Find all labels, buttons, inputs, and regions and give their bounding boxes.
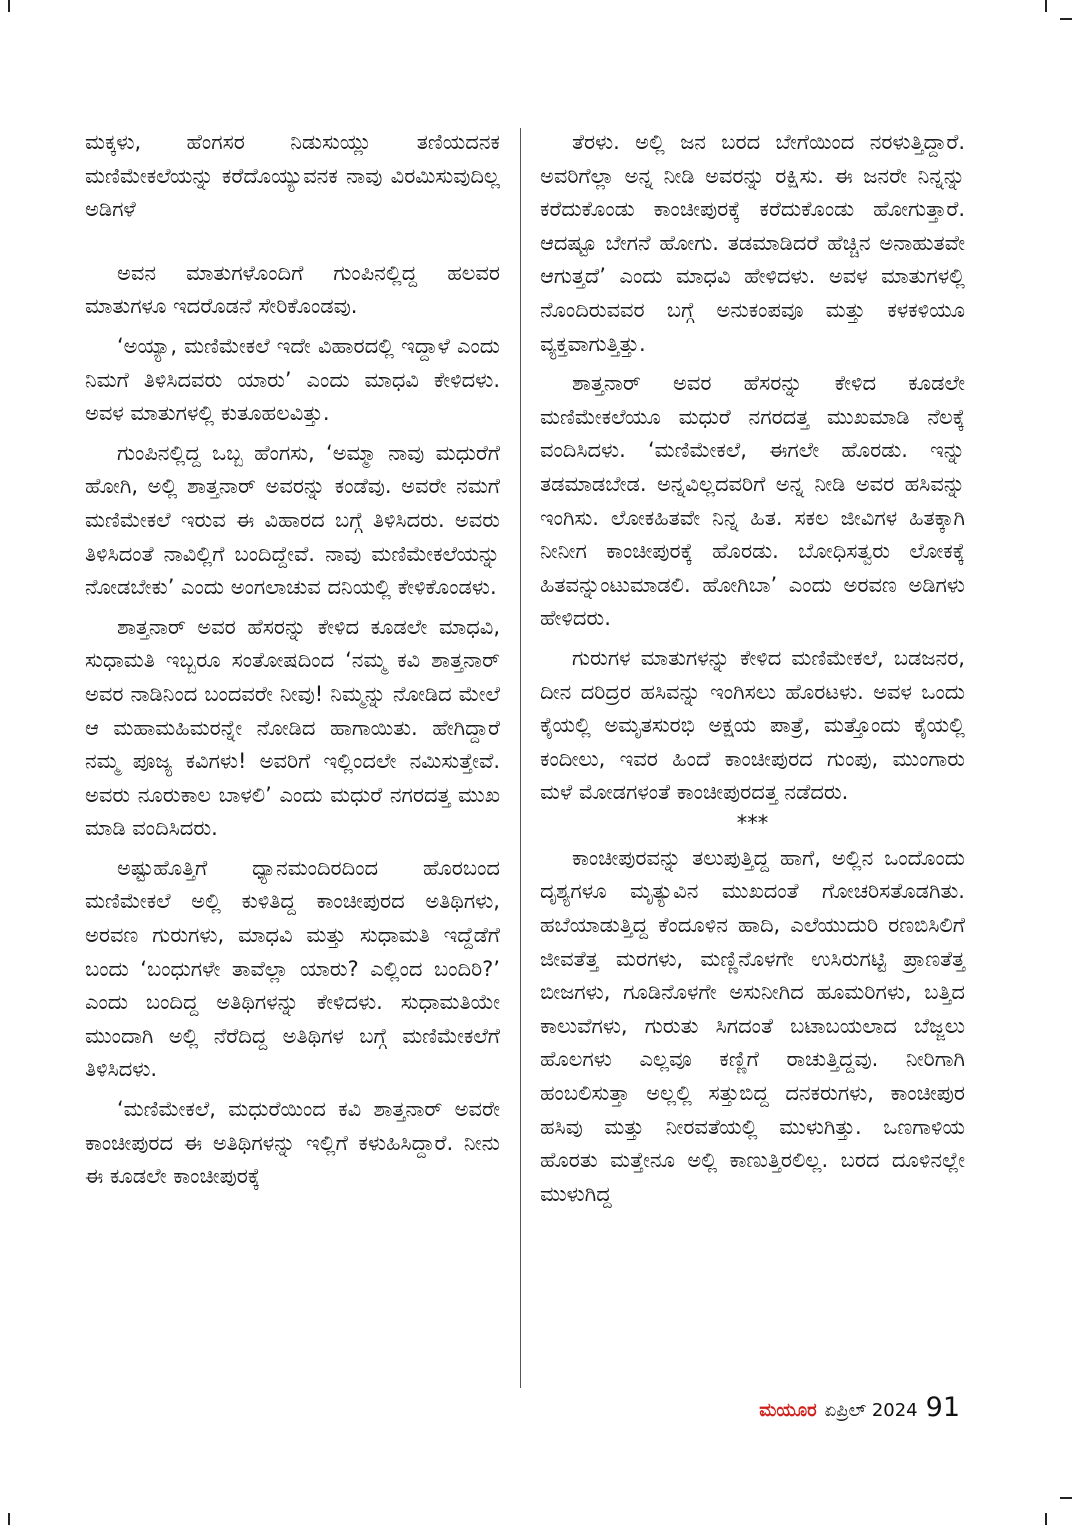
paragraph: ಅಷ್ಟುಹೊತ್ತಿಗೆ ಧ್ಯಾನಮಂದಿರದಿಂದ ಹೊರಬಂದ ಮಣಿಮೇಕಲೆ ಅಲ್ಲಿ ಕುಳಿತಿದ್ದ ಕಾಂಚೀಪುರದ ಅತಿಥಿಗಳು, ಅರವಣ ಗುರುಗಳು, ಮಾಧವಿ ಮತ್ತು ಸುಧಾಮತಿ ಇದ್ದೆಡೆಗೆ ಬಂದು ‘ಬಂಧುಗಳೇ ತಾವೆಲ್ಲಾ ಯಾರು? ಎಲ್ಲಿಂದ ಬಂದಿರಿ?’ ಎಂದು ಬಂದಿದ್ದ ಅತಿಥಿಗಳನ್ನು ಕೇಳಿದಳು. ಸುಧಾಮತಿಯೇ ಮುಂದಾಗಿ ಅಲ್ಲಿ ನೆರೆದಿದ್ದ ಅತಿಥಿಗಳ ಬಗ್ಗೆ ಮಣಿಮೇಕಲೆಗೆ ತಿಳಿಸಿದಳು. — [85, 855, 500, 1082]
crop-mark — [8, 0, 10, 12]
paragraph: ‘ಅಯ್ಯಾ, ಮಣಿಮೇಕಲೆ ಇದೇ ವಿಹಾರದಲ್ಲಿ ಇದ್ದಾಳೆ ಎಂದು ನಿಮಗೆ ತಿಳಿಸಿದವರು ಯಾರು’ ಎಂದು ಮಾಧವಿ ಕೇಳಿದಳು. ಅವಳ ಮಾತುಗಳಲ್ಲಿ ಕುತೂಹಲವಿತ್ತು. — [85, 333, 500, 426]
crop-mark — [1045, 1513, 1047, 1525]
page-footer — [759, 1392, 960, 1423]
crop-mark — [1060, 18, 1072, 20]
paragraph: ‘ಮಣಿಮೇಕಲೆ, ಮಧುರೆಯಿಂದ ಕವಿ ಶಾತ್ತನಾರ್ ಅವರೇ ಕಾಂಚೀಪುರದ ಈ ಅತಿಥಿಗಳನ್ನು ಇಲ್ಲಿಗೆ ಕಳುಹಿಸಿದ್ದಾರೆ. ನೀನು ಈ ಕೂಡಲೇ ಕಾಂಚೀಪುರಕ್ಕೆ — [85, 1097, 500, 1189]
paragraph: ಶಾತ್ತನಾರ್ ಅವರ ಹೆಸರನ್ನು ಕೇಳಿದ ಕೂಡಲೇ ಮಾಧವಿ, ಸುಧಾಮತಿ ಇಬ್ಬರೂ ಸಂತೋಷದಿಂದ ‘ನಮ್ಮ ಕವಿ ಶಾತ್ತನಾರ್ ಅವರ ನಾಡಿನಿಂದ ಬಂದವರೇ ನೀವು! ನಿಮ್ಮನ್ನು ನೋಡಿದ ಮೇಲೆ ಆ ಮಹಾಮಹಿಮರನ್ನೇ ನೋಡಿದ ಹಾಗಾಯಿತು. ಹೇಗಿದ್ದಾರೆ ನಮ್ಮ ಪೂಜ್ಯ ಕವಿಗಳು! ಅವರಿಗೆ ಇಲ್ಲಿಂದಲೇ ನಮಿಸುತ್ತೇವೆ. ಅವರು ನೂರುಕಾಲ ಬಾಳಲಿ’ ಎಂದು ಮಧುರೆ ನಗರದತ್ತ ಮುಖ ಮಾಡಿ ವಂದಿಸಿದರು. — [85, 614, 500, 841]
paragraph: ತೆರಳು. ಅಲ್ಲಿ ಜನ ಬರದ ಬೇಗೆಯಿಂದ ನರಳುತ್ತಿದ್ದಾರೆ. ಅವರಿಗೆಲ್ಲಾ ಅನ್ನ ನೀಡಿ ಅವರನ್ನು ರಕ್ಷಿಸು. ಈ ಜನರೇ ನಿನ್ನನ್ನು ಕರೆದುಕೊಂಡು ಕಾಂಚೀಪುರಕ್ಕೆ ಕರೆದುಕೊಂಡು ಹೋಗುತ್ತಾರೆ. ಆದಷ್ಟೂ ಬೇಗನೆ ಹೋಗು. ತಡಮಾಡಿದರೆ ಹೆಚ್ಚಿನ ಅನಾಹುತವೇ ಆಗುತ್ತದೆ’ ಎಂದು ಮಾಧವಿ ಹೇಳಿದಳು. ಅವಳ ಮಾತುಗಳಲ್ಲಿ ನೊಂದಿರುವವರ ಬಗ್ಗೆ ಅನುಕಂಪವೂ ಮತ್ತು ಕಳಕಳಿಯೂ ವ್ಯಕ್ತವಾಗುತ್ತಿತ್ತು. — [540, 130, 965, 356]
issue-date: ಏಪ್ರಿಲ್ 2024 — [824, 1400, 918, 1421]
crop-mark — [8, 1513, 10, 1525]
section-separator: *** — [736, 810, 769, 835]
paragraph: ಮಕ್ಕಳು, ಹೆಂಗಸರ ನಿಡುಸುಯ್ಲು ತಣಿಯದನಕ ಮಣಿಮೇಕಲೆಯನ್ನು ಕರೆದೊಯ್ಯುವನಕ ನಾವು ವಿರಮಿಸುವುದಿಲ್ಲ ಅಡಿಗಳೆ — [85, 130, 500, 222]
right-column — [540, 126, 965, 1217]
paragraph: ಗುರುಗಳ ಮಾತುಗಳನ್ನು ಕೇಳಿದ ಮಣಿಮೇಕಲೆ, ಬಡಜನರ, ದೀನ ದರಿದ್ರರ ಹಸಿವನ್ನು ಇಂಗಿಸಲು ಹೊರಟಳು. ಅವಳ ಒಂದು ಕೈಯಲ್ಲಿ ಅಮೃತಸುರಭಿ ಅಕ್ಷಯ ಪಾತ್ರೆ, ಮತ್ತೊಂದು ಕೈಯಲ್ಲಿ ಕಂದೀಲು, ಇವರ ಹಿಂದೆ ಕಾಂಚೀಪುರದ ಗುಂಪು, ಮುಂಗಾರು ಮಳೆ ಮೋಡಗಳಂತೆ ಕಾಂಚೀಪುರದತ್ತ ನಡೆದರು. — [540, 645, 965, 805]
column-divider — [520, 128, 521, 1388]
paragraph: ಗುಂಪಿನಲ್ಲಿದ್ದ ಒಬ್ಬ ಹೆಂಗಸು, ‘ಅಮ್ಮಾ ನಾವು ಮಧುರೆಗೆ ಹೋಗಿ, ಅಲ್ಲಿ ಶಾತ್ತನಾರ್ ಅವರನ್ನು ಕಂಡೆವು. ಅವರೇ ನಮಗೆ ಮಣಿಮೇಕಲೆ ಇರುವ ಈ ವಿಹಾರದ ಬಗ್ಗೆ ತಿಳಿಸಿದರು. ಅವರು ತಿಳಿಸಿದಂತೆ ನಾವಿಲ್ಲಿಗೆ ಬಂದಿದ್ದೇವೆ. ನಾವು ಮಣಿಮೇಕಲೆಯನ್ನು ನೋಡಬೇಕು’ ಎಂದು ಅಂಗಲಾಚುವ ದನಿಯಲ್ಲಿ ಕೇಳಿಕೊಂಡಳು. — [85, 440, 500, 600]
paragraph: ಅವನ ಮಾತುಗಳೊಂದಿಗೆ ಗುಂಪಿನಲ್ಲಿದ್ದ ಹಲವರ ಮಾತುಗಳೂ ಇದರೊಡನೆ ಸೇರಿಕೊಂಡವು. — [85, 260, 500, 319]
crop-mark — [1060, 1497, 1072, 1499]
magazine-logo: ಮಯೂರ — [759, 1400, 817, 1421]
paragraph: ಶಾತ್ತನಾರ್ ಅವರ ಹೆಸರನ್ನು ಕೇಳಿದ ಕೂಡಲೇ ಮಣಿಮೇಕಲೆಯೂ ಮಧುರೆ ನಗರದತ್ತ ಮುಖಮಾಡಿ ನೆಲಕ್ಕೆ ವಂದಿಸಿದಳು. ‘ಮಣಿಮೇಕಲೆ, ಈಗಲೇ ಹೊರಡು. ಇನ್ನು ತಡಮಾಡಬೇಡ. ಅನ್ನವಿಲ್ಲದವರಿಗೆ ಅನ್ನ ನೀಡಿ ಅವರ ಹಸಿವನ್ನು ಇಂಗಿಸು. ಲೋಕಹಿತವೇ ನಿನ್ನ ಹಿತ. ಸಕಲ ಜೀವಿಗಳ ಹಿತಕ್ಕಾಗಿ ನೀನೀಗ ಕಾಂಚೀಪುರಕ್ಕೆ ಹೊರಡು. ಬೋಧಿಸತ್ವರು ಲೋಕಕ್ಕೆ ಹಿತವನ್ನುಂಟುಮಾಡಲಿ. ಹೋಗಿಬಾ’ ಎಂದು ಅರವಣ ಅಡಿಗಳು ಹೇಳಿದರು. — [540, 371, 965, 631]
left-column — [85, 126, 500, 1200]
paragraph: ಕಾಂಚೀಪುರವನ್ನು ತಲುಪುತ್ತಿದ್ದ ಹಾಗೆ, ಅಲ್ಲಿನ ಒಂದೊಂದು ದೃಶ್ಯಗಳೂ ಮೃತ್ಯುವಿನ ಮುಖದಂತೆ ಗೋಚರಿಸತೊಡಗಿತು. ಹಬೆಯಾಡುತ್ತಿದ್ದ ಕೆಂದೂಳಿನ ಹಾದಿ, ಎಲೆಯುದುರಿ ರಣಬಿಸಿಲಿಗೆ ಜೀವತೆತ್ತ ಮರಗಳು, ಮಣ್ಣಿನೊಳಗೇ ಉಸಿರುಗಟ್ಟಿ ಪ್ರಾಣತೆತ್ತ ಬೀಜಗಳು, ಗೂಡಿನೊಳಗೇ ಅಸುನೀಗಿದ ಹೂಮರಿಗಳು, ಬತ್ತಿದ ಕಾಲುವೆಗಳು, ಗುರುತು ಸಿಗದಂತೆ ಬಟಾಬಯಲಾದ ಬೆಜ್ಜಲು ಹೊಲಗಳು ಎಲ್ಲವೂ ಕಣ್ಣಿಗೆ ರಾಚುತ್ತಿದ್ದವು. ನೀರಿಗಾಗಿ ಹಂಬಲಿಸುತ್ತಾ ಅಲ್ಲಲ್ಲಿ ಸತ್ತುಬಿದ್ದ ದನಕರುಗಳು, ಕಾಂಚೀಪುರ ಹಸಿವು ಮತ್ತು ನೀರವತೆಯಲ್ಲಿ ಮುಳುಗಿತ್ತು. ಒಣಗಾಳಿಯ ಹೊರತು ಮತ್ತೇನೂ ಅಲ್ಲಿ ಕಾಣುತ್ತಿರಲಿಲ್ಲ. ಬರದ ದೂಳಿನಲ್ಲೇ ಮುಳುಗಿದ್ದ — [540, 845, 965, 1206]
page-number: 91 — [925, 1392, 960, 1423]
crop-mark — [1045, 0, 1047, 12]
